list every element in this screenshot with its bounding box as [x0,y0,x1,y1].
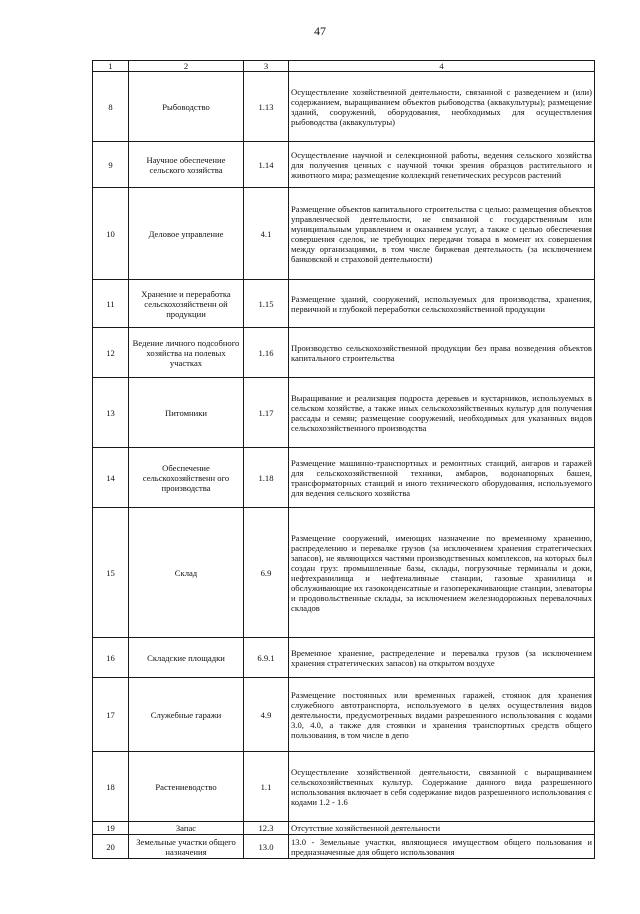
row-number-cell: 18 [93,752,129,822]
row-code-cell: 4.9 [244,678,289,752]
row-description-cell: Отсутствие хозяйственной деятельности [289,822,595,835]
row-code-cell: 6.9.1 [244,638,289,678]
row-code-cell: 1.14 [244,142,289,188]
row-name-cell: Хранение и переработка сельскохозяйственн ой продукции [129,280,244,328]
row-number-cell: 8 [93,72,129,142]
row-number-cell: 12 [93,328,129,378]
table-row [93,72,595,142]
row-description-cell: Размещение машинно-транспортных и ремонтных станций, ангаров и гаражей для сельскохозяйственной техники, амбаров, водонапорных башен, трансформаторных станций и иного технического оборудования, используемого для ведения сельского хозяйства [289,448,595,508]
row-number-cell: 9 [93,142,129,188]
row-code-cell: 1.17 [244,378,289,448]
row-description-cell: Размещение объектов капитального строительства с целью: размещения объектов управленческой деятельности, не связанной с государственным или муниципальным управлением и оказанием услуг, а также с целью обеспечения совершения сделок, не требующих передачи товара в момент их совершения между организациями, в том числе биржевая деятельность (за исключением банковской и страховой деятельности) [289,188,595,280]
row-name-cell: Обеспечение сельскохозяйственн ого производства [129,448,244,508]
header-cell-2: 2 [129,61,244,72]
row-code-cell: 1.16 [244,328,289,378]
row-description-cell: Размещение постоянных или временных гаражей, стоянок для хранения служебного автотранспорта, используемого в целях осуществления видов деятельности, предусмотренных видами разрешенного использования с кодами 3.0, 4.0, а также для стоянки и хранения транспортных средств общего пользования, в том числе в депо [289,678,595,752]
row-name-cell: Деловое управление [129,188,244,280]
table-row [93,752,595,822]
table-row [93,822,595,835]
row-description-cell: Осуществление научной и селекционной работы, ведения сельского хозяйства для получения ценных с научной точки зрения образцов растительного и животного мира; размещение коллекций генетических ресурсов растений [289,142,595,188]
row-description-cell: Временное хранение, распределение и перевалка грузов (за исключением хранения стратегических запасов) на открытом воздухе [289,638,595,678]
row-number-cell: 11 [93,280,129,328]
table-row [93,142,595,188]
row-description-cell: Осуществление хозяйственной деятельности, связанной с выращиванием сельскохозяйственных культур. Содержание данного вида разрешенного использования включает в себя содержание видов разрешенного использования с кодами 1.2 - 1.6 [289,752,595,822]
table-row [93,835,595,859]
row-description-cell: Размещение сооружений, имеющих назначение по временному хранению, распределению и перевалке грузов (за исключением хранения стратегических запасов), не являющихся частями производственных комплексов, на которых был создан груз: промышленные базы, склады, погрузочные терминалы и доки, нефтехранилища и нефтеналивные станции, газовые хранилища и обслуживающие их газоконденсатные и газоперекачивающие станции, элеваторы и продовольственные склады, за исключением железнодорожных перевалочных складов [289,508,595,638]
row-number-cell: 17 [93,678,129,752]
row-name-cell: Служебные гаражи [129,678,244,752]
row-number-cell: 19 [93,822,129,835]
row-code-cell: 1.18 [244,448,289,508]
row-code-cell: 1.13 [244,72,289,142]
row-number-cell: 20 [93,835,129,859]
row-name-cell: Запас [129,822,244,835]
row-description-cell: Размещение зданий, сооружений, используемых для производства, хранения, первичной и глубокой переработки сельскохозяйственной продукции [289,280,595,328]
land-use-table [92,60,595,859]
row-description-cell: Выращивание и реализация подроста деревьев и кустарников, используемых в сельском хозяйстве, а также иных сельскохозяйственных культур для получения рассады и семян; размещение сооружений, необходимых для указанных видов сельскохозяйственного производства [289,378,595,448]
row-description-cell: 13.0 - Земельные участки, являющиеся имуществом общего пользования и предназначенные для общего использования [289,835,595,859]
row-number-cell: 10 [93,188,129,280]
row-number-cell: 16 [93,638,129,678]
row-number-cell: 14 [93,448,129,508]
row-number-cell: 15 [93,508,129,638]
row-code-cell: 13.0 [244,835,289,859]
row-name-cell: Растениеводство [129,752,244,822]
row-name-cell: Склад [129,508,244,638]
table-header-row [93,61,595,72]
table-row [93,638,595,678]
row-name-cell: Питомники [129,378,244,448]
row-description-cell: Осуществление хозяйственной деятельности, связанной с разведением и (или) содержанием, выращиванием объектов рыбоводства (аквакультуры); размещение зданий, сооружений, оборудования, необходимых для осуществления рыбоводства (аквакультуры) [289,72,595,142]
row-code-cell: 1.15 [244,280,289,328]
table-row [93,678,595,752]
row-name-cell: Ведение личного подсобного хозяйства на полевых участках [129,328,244,378]
page-number: 47 [314,24,326,38]
row-name-cell: Рыбоводство [129,72,244,142]
row-name-cell: Научное обеспечение сельского хозяйства [129,142,244,188]
row-name-cell: Складские площадки [129,638,244,678]
row-name-cell: Земельные участки общего назначения [129,835,244,859]
table-row [93,378,595,448]
row-description-cell: Производство сельскохозяйственной продукции без права возведения объектов капитального строительства [289,328,595,378]
header-cell-1: 1 [93,61,129,72]
header-cell-4: 4 [289,61,595,72]
row-code-cell: 1.1 [244,752,289,822]
table-row [93,280,595,328]
table-body [93,61,595,859]
row-code-cell: 6.9 [244,508,289,638]
table-row [93,188,595,280]
table-row [93,328,595,378]
row-code-cell: 12.3 [244,822,289,835]
table-row [93,448,595,508]
table-row [93,508,595,638]
row-code-cell: 4.1 [244,188,289,280]
header-cell-3: 3 [244,61,289,72]
row-number-cell: 13 [93,378,129,448]
